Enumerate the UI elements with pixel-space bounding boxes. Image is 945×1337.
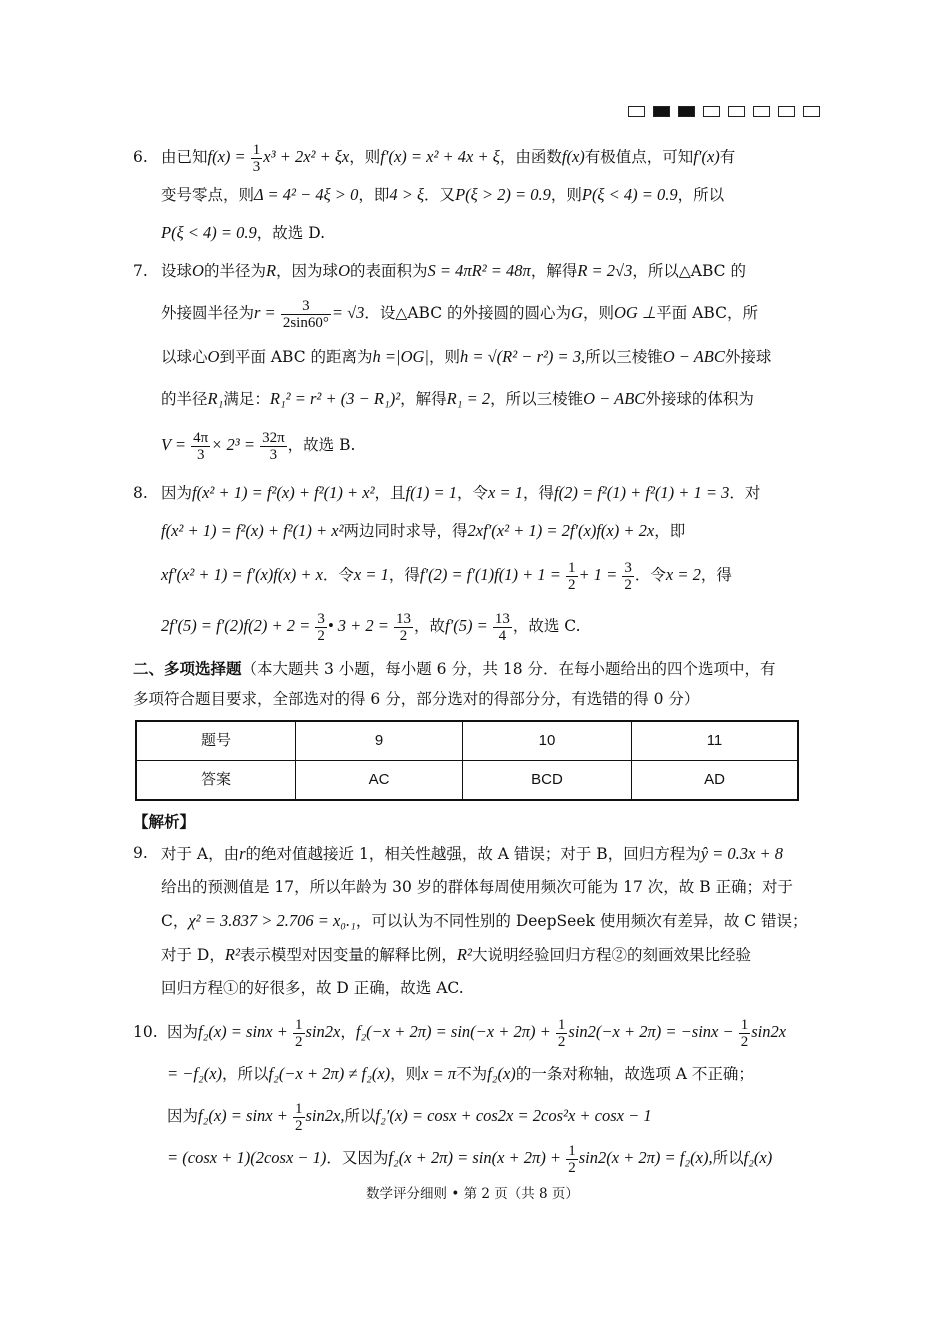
text: ，且 — [374, 484, 406, 502]
math: S = 4πR² = 48π — [427, 261, 531, 280]
text: ．又 — [424, 186, 456, 204]
line — [161, 214, 813, 252]
fraction — [493, 611, 512, 644]
fraction — [293, 1101, 305, 1134]
numerator: 32π — [262, 429, 285, 446]
table-cell: 11 — [632, 721, 799, 761]
denominator: 2 — [399, 627, 408, 644]
text: 所以三棱锥 — [585, 348, 663, 366]
text: ，故选 C. — [512, 617, 581, 635]
question-number: 9. — [133, 844, 148, 862]
math: = −f₂(x) — [167, 1064, 223, 1083]
fraction — [739, 1017, 751, 1050]
numerator: 13 — [396, 610, 412, 627]
math: f₂′(x) = cosx + cos2x = 2cos²x + cosx − 1 — [375, 1106, 652, 1125]
numerator: 3 — [281, 298, 331, 315]
fraction — [566, 560, 578, 593]
numerator: 1 — [295, 1016, 303, 1033]
text: ，则 — [550, 186, 582, 204]
text: 的绝对值越接近 1，相关性越强，故 A 错误；对于 B，回归方程为 — [245, 845, 701, 863]
text: ．令 — [634, 566, 666, 584]
math: f′(x) — [693, 147, 720, 166]
math: f(2) = f²(1) + f²(1) + 1 = 3 — [554, 483, 730, 502]
text: ，故 — [414, 617, 446, 635]
math: x³ + 2x² + ξx — [263, 147, 350, 166]
question-9 — [133, 837, 813, 1005]
indicator-square-filled — [678, 106, 695, 117]
text: 满足： — [223, 390, 270, 408]
text: 的半径为 — [203, 262, 266, 280]
numerator: 1 — [252, 141, 261, 158]
line — [167, 1095, 813, 1137]
math: x = π — [421, 1064, 457, 1083]
denominator: 2 — [740, 1033, 749, 1050]
math: ŷ = 0.3x + 8 — [700, 844, 783, 863]
text: 两边同时求导，得 — [343, 522, 468, 540]
line — [161, 378, 813, 420]
math: V = — [161, 435, 191, 454]
text: ，则 — [349, 148, 381, 166]
denominator: 2 — [568, 576, 576, 593]
analysis-heading: 【解析】 — [133, 812, 196, 831]
denominator: 2 — [557, 1033, 566, 1050]
question-8 — [133, 474, 813, 652]
line — [161, 176, 813, 214]
math: P(ξ > 2) = 0.9 — [455, 185, 551, 204]
numerator: 1 — [568, 559, 576, 576]
page-indicator — [628, 106, 820, 117]
question-7 — [133, 252, 813, 470]
text: ，则 — [582, 304, 614, 322]
math: f′(5) = — [445, 616, 492, 635]
section-desc: 多项符合题目要求，全部选对的得 6 分，部分选对的得部分分，有选错的得 0 分） — [133, 690, 700, 708]
math: f₂(x + 2π) = sin(x + 2π) + — [388, 1148, 566, 1167]
line: 回归方程①的好很多，故 D 正确，故选 AC. — [161, 979, 464, 997]
math: sin2(−x + 2π) = −sinx − — [568, 1022, 738, 1041]
math: R² — [224, 945, 240, 964]
math: 4 > ξ — [389, 185, 425, 204]
math: R² — [456, 945, 472, 964]
text: 外接圆半径为 — [161, 304, 255, 322]
line — [167, 1137, 813, 1179]
math: = √3 — [331, 303, 365, 322]
text: ，解得 — [400, 390, 447, 408]
table-cell: 9 — [296, 721, 463, 761]
text: ，可以认为不同性别的 DeepSeek 使用频次有差异，故 C 错误； — [355, 912, 808, 930]
denominator: 3 — [196, 446, 205, 463]
line — [161, 512, 813, 550]
math: h =|OG| — [372, 347, 429, 366]
math: × 2³ = — [211, 435, 260, 454]
text: ，所以△ABC 的 — [632, 262, 746, 280]
text: ，得 — [700, 566, 732, 584]
indicator-square-filled — [653, 106, 670, 117]
text: 以球心 — [161, 348, 208, 366]
text: 的半径 — [161, 390, 208, 408]
text: ， — [340, 1023, 356, 1041]
table-row — [136, 721, 798, 761]
math: f₂(−x + 2π) ≠ f₂(x) — [268, 1064, 391, 1083]
question-number: 10. — [133, 1023, 158, 1041]
text: 外接球 — [724, 348, 772, 366]
math: f₂(x) — [743, 1148, 773, 1167]
text: ，所以 — [222, 1065, 269, 1083]
text: ，即 — [358, 186, 390, 204]
math: R₁ = 2 — [446, 389, 491, 408]
indicator-square — [628, 106, 645, 117]
line — [167, 1053, 813, 1095]
numerator: 1 — [740, 1016, 749, 1033]
text: 所以 — [344, 1107, 376, 1125]
denominator: 2 — [568, 1159, 576, 1176]
fraction — [281, 298, 331, 331]
text: 有极值点，可知 — [584, 148, 694, 166]
text: ，由函数 — [499, 148, 562, 166]
math: • 3 + 2 = — [327, 616, 394, 635]
math: h = √(R² − r²) = 3, — [459, 347, 586, 366]
math: xf′(x² + 1) = f′(x)f(x) + x — [161, 565, 323, 584]
line — [161, 938, 813, 972]
fraction — [191, 430, 210, 463]
line — [161, 600, 813, 652]
text: ，故选 D. — [256, 224, 326, 242]
math: sin2x — [751, 1022, 787, 1041]
question-number: 7. — [133, 262, 148, 280]
numerator: 1 — [568, 1142, 576, 1159]
numerator: 3 — [624, 559, 632, 576]
denominator: 3 — [269, 446, 278, 463]
fraction — [260, 430, 287, 463]
text: 所以 — [712, 1149, 744, 1167]
text: 的一条对称轴，故选项 A 不正确； — [515, 1065, 754, 1083]
indicator-square — [803, 106, 820, 117]
math: f(1) = 1 — [405, 483, 458, 502]
math: f₂(−x + 2π) = sin(−x + 2π) + — [355, 1022, 555, 1041]
denominator: 3 — [252, 158, 261, 175]
math: Δ = 4² − 4ξ > 0 — [254, 185, 359, 204]
math: sin2x — [305, 1022, 341, 1041]
text: ，因为球 — [276, 262, 339, 280]
math: f₂(x) = sinx + — [198, 1106, 292, 1125]
text: ，则 — [428, 348, 460, 366]
math: R₁² = r² + (3 − R₁)² — [269, 389, 401, 408]
indicator-square — [728, 106, 745, 117]
line — [161, 252, 813, 290]
text: 外接球的体积为 — [645, 390, 754, 408]
math: 2f′(5) = f′(2)f(2) + 2 = — [161, 616, 315, 635]
math: O − ABC — [583, 389, 646, 408]
text: ，则 — [390, 1065, 422, 1083]
denominator: 2 — [624, 576, 632, 593]
text: 的表面积为 — [349, 262, 428, 280]
math: x = 1 — [488, 483, 523, 502]
line — [161, 550, 813, 600]
math: f(x) — [561, 147, 585, 166]
text: ，所以三棱锥 — [490, 390, 584, 408]
fraction — [315, 611, 327, 644]
table-row — [136, 761, 798, 801]
text: 大说明经验回归方程②的刻画效果比经验 — [471, 946, 751, 964]
math: f(x) = — [207, 147, 250, 166]
denominator: 2 — [295, 1033, 303, 1050]
math: x = 1 — [353, 565, 389, 584]
numerator: 1 — [557, 1016, 566, 1033]
math: O — [207, 347, 220, 366]
math: f(x² + 1) = f²(x) + f²(1) + x² — [192, 483, 375, 502]
text: 变号零点，则 — [161, 186, 255, 204]
numerator: 1 — [295, 1100, 303, 1117]
math: 2xf′(x² + 1) = 2f′(x)f(x) + 2x — [467, 521, 655, 540]
fraction — [293, 1017, 305, 1050]
question-number: 6. — [133, 148, 148, 166]
text: ，解得 — [530, 262, 578, 280]
section-title: 二、多项选择题 — [133, 659, 242, 678]
line — [161, 290, 813, 336]
table-cell: AD — [632, 761, 799, 801]
section-desc: （本大题共 3 小题，每小题 6 分，共 18 分．在每小题给出的四个选项中，有 — [241, 660, 776, 678]
math: OG ⊥ — [613, 303, 657, 322]
text: C， — [161, 912, 189, 930]
math: x = 2 — [665, 565, 701, 584]
line — [161, 904, 813, 938]
text: 由已知 — [161, 148, 208, 166]
text: ，得 — [388, 566, 420, 584]
denominator: 2sin60° — [282, 314, 329, 331]
line — [161, 138, 813, 176]
text: 因为 — [167, 1023, 199, 1041]
text: ．令 — [322, 566, 354, 584]
text: 设球 — [161, 262, 193, 280]
text: 表示模型对因变量的解释比例， — [239, 946, 457, 964]
numerator: 13 — [494, 610, 510, 627]
math: sin2x, — [305, 1106, 345, 1125]
answer-table — [135, 720, 799, 801]
math: f₂(x) = sinx + — [198, 1022, 292, 1041]
text: ，故选 B. — [287, 436, 356, 454]
math: χ² = 3.837 > 2.706 = x₀.₁ — [188, 911, 356, 930]
section-2-heading — [133, 654, 813, 714]
text: 不为 — [456, 1065, 488, 1083]
numerator: 4π — [193, 429, 209, 446]
line — [161, 474, 813, 512]
line: 给出的预测值是 17，所以年龄为 30 岁的群体每周使用频次可能为 17 次，故 B 正确；对于 — [161, 878, 794, 896]
math: O — [192, 261, 204, 280]
table-cell: AC — [296, 761, 463, 801]
math: O — [338, 261, 350, 280]
math: f(x² + 1) = f²(x) + f²(1) + x² — [161, 521, 344, 540]
text: ，令 — [457, 484, 489, 502]
math: + 1 = — [578, 565, 622, 584]
fraction — [622, 560, 634, 593]
math: P(ξ < 4) = 0.9 — [161, 223, 257, 242]
text: ．对 — [729, 484, 761, 502]
fraction — [566, 1143, 578, 1176]
text: 到平面 ABC 的距离为 — [219, 348, 373, 366]
text: 有 — [719, 148, 736, 166]
math: G — [571, 303, 583, 322]
text: ．设△ABC 的外接圆的圆心为 — [364, 304, 572, 322]
table-cell: 题号 — [136, 721, 296, 761]
line — [161, 420, 813, 470]
text: ，得 — [523, 484, 555, 502]
math: P(ξ < 4) = 0.9 — [581, 185, 678, 204]
text: 对于 A，由 — [161, 845, 240, 863]
text: 对于 D， — [161, 946, 225, 964]
indicator-square — [753, 106, 770, 117]
line — [161, 336, 813, 378]
question-6 — [133, 138, 813, 252]
text: 平面 ABC，所 — [656, 304, 758, 322]
fraction — [556, 1017, 568, 1050]
math: f′(2) = f′(1)f(1) + 1 = — [419, 565, 565, 584]
page-footer: 数学评分细则 • 第 2 页（共 8 页） — [366, 1186, 579, 1202]
indicator-square — [703, 106, 720, 117]
text: 因为 — [167, 1107, 199, 1125]
math: R = 2√3 — [577, 261, 633, 280]
text: ．又因为 — [326, 1149, 389, 1167]
indicator-square — [778, 106, 795, 117]
math: f′(x) = x² + 4x + ξ — [380, 147, 500, 166]
table-cell: BCD — [463, 761, 632, 801]
math: O − ABC — [662, 347, 725, 366]
fraction — [251, 142, 263, 175]
text: ，即 — [654, 522, 686, 540]
denominator: 2 — [317, 627, 325, 644]
solutions-body — [133, 138, 813, 1179]
math: R₁ — [207, 389, 224, 408]
table-cell: 10 — [463, 721, 632, 761]
numerator: 3 — [317, 610, 325, 627]
math: r = — [254, 303, 280, 322]
denominator: 2 — [295, 1117, 303, 1134]
question-number: 8. — [133, 484, 148, 502]
fraction — [394, 611, 413, 644]
text: ，所以 — [677, 186, 725, 204]
line — [161, 837, 813, 871]
math: = (cosx + 1)(2cosx − 1) — [167, 1148, 327, 1167]
denominator: 4 — [498, 627, 507, 644]
text: 因为 — [161, 484, 193, 502]
math: f₂(x) — [487, 1064, 516, 1083]
line — [167, 1011, 813, 1053]
math: R — [265, 261, 277, 280]
table-cell: 答案 — [136, 761, 296, 801]
question-10 — [133, 1011, 813, 1179]
math: sin2(x + 2π) = f₂(x), — [578, 1148, 713, 1167]
math: r — [239, 844, 246, 863]
